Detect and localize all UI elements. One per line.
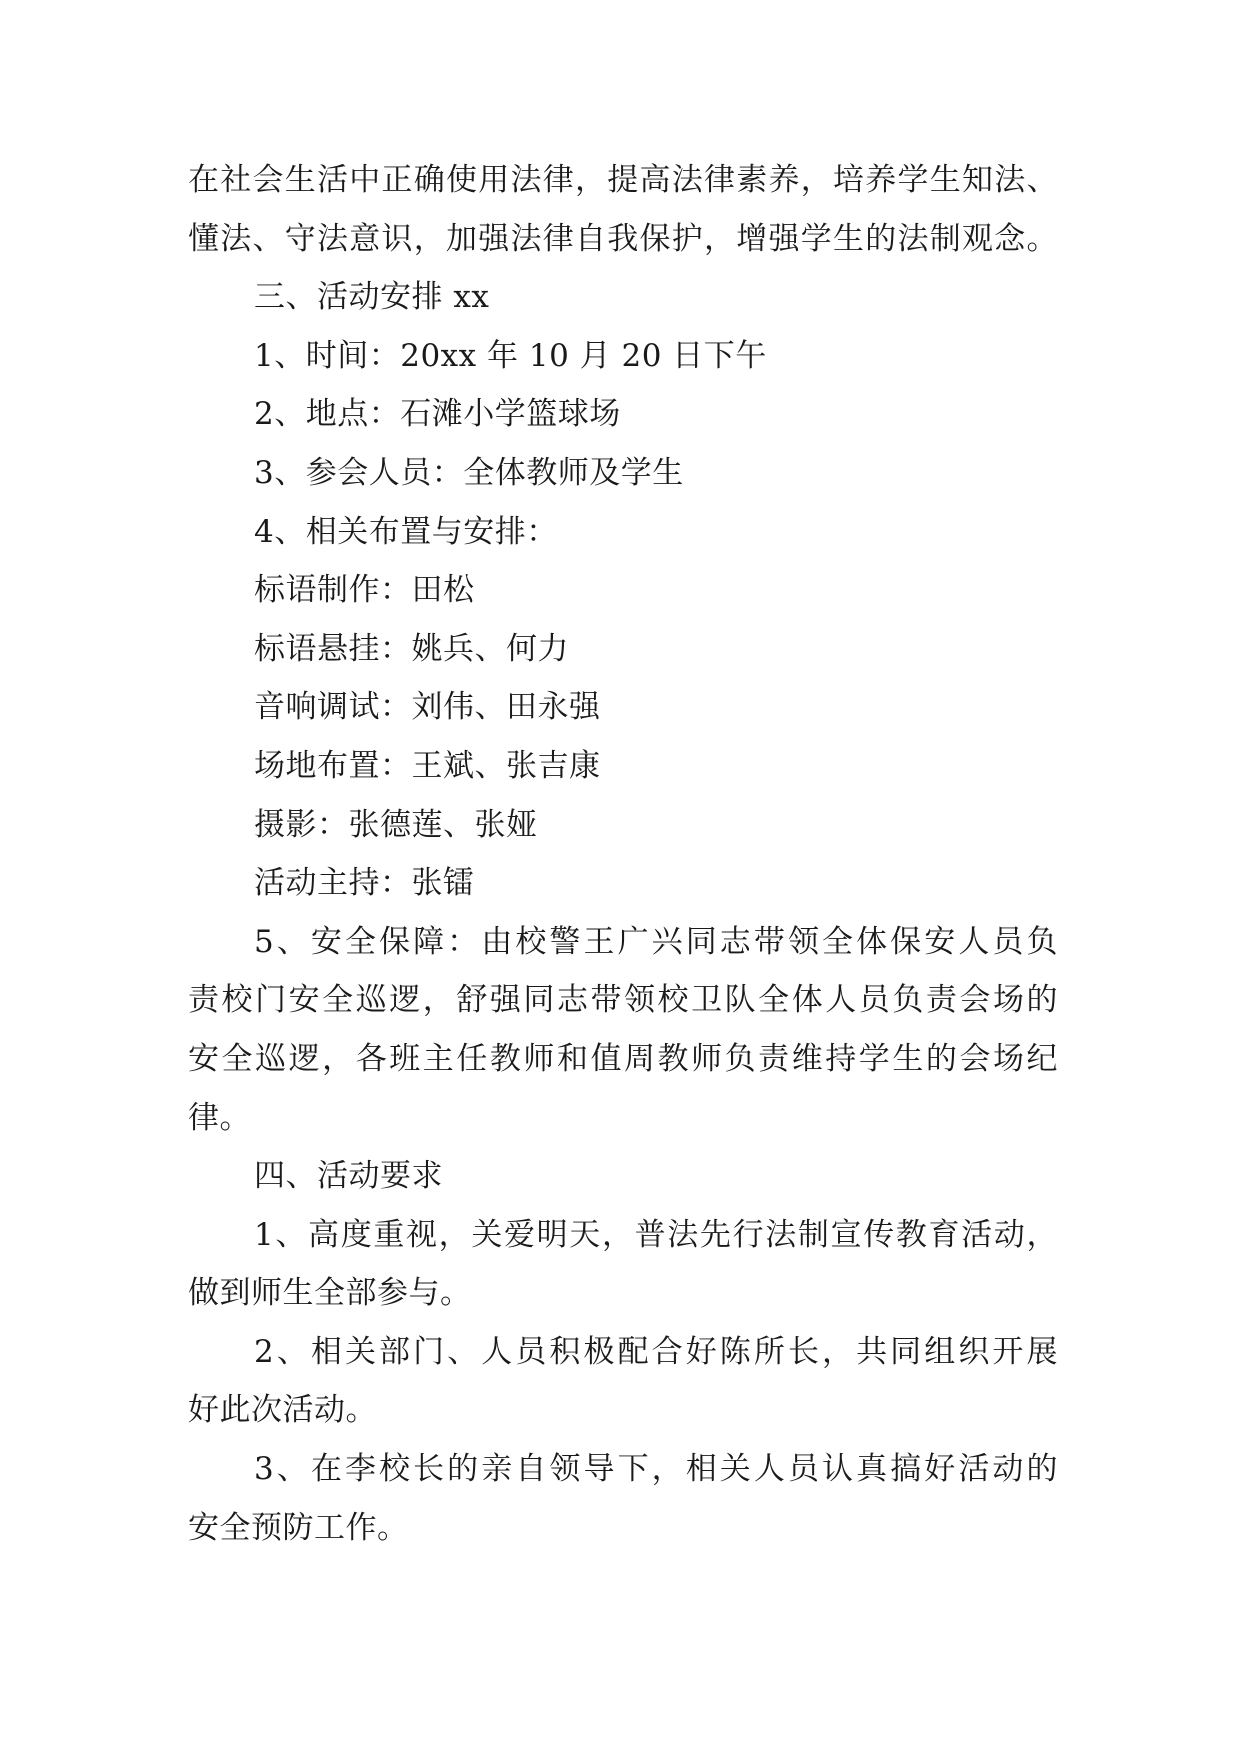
document-line: 三、活动安排 xx [254, 279, 490, 316]
document-line: 四、活动要求 [254, 1158, 443, 1195]
document-line: 摄影：张德莲、张娅 [254, 806, 538, 843]
document-line: 2、相关部门、人员积极配合好陈所长，共同组织开展 [254, 1333, 1058, 1370]
document-line: 好此次活动。 [188, 1392, 377, 1429]
document-line: 音响调试：刘伟、田永强 [254, 689, 601, 726]
document-line: 1、时间：20xx 年 10 月 20 日下午 [254, 337, 767, 374]
document-line: 2、地点：石滩小学篮球场 [254, 396, 621, 433]
document-line: 安全预防工作。 [188, 1509, 409, 1546]
document-line: 责校门安全巡逻，舒强同志带领校卫队全体人员负责会场的 [188, 982, 1058, 1019]
document-line: 标语悬挂：姚兵、何力 [254, 630, 569, 667]
document-line: 1、高度重视，关爱明天，普法先行法制宣传教育活动， [254, 1216, 1058, 1253]
document-line: 在社会生活中正确使用法律，提高法律素养，培养学生知法、 [188, 162, 1058, 198]
document-line: 做到师生全部参与。 [188, 1275, 472, 1312]
document-line: 4、相关布置与安排： [254, 513, 558, 550]
document-line: 律。 [188, 1099, 251, 1136]
document-body [188, 151, 1058, 1557]
document-line: 安全巡逻，各班主任教师和值周教师负责维持学生的会场纪 [188, 1040, 1058, 1077]
document-line: 5、安全保障：由校警王广兴同志带领全体保安人员负 [254, 923, 1058, 960]
document-line: 3、参会人员：全体教师及学生 [254, 454, 684, 491]
document-line: 懂法、守法意识，加强法律自我保护，增强学生的法制观念。 [188, 220, 1058, 257]
document-line: 3、在李校长的亲自领导下，相关人员认真搞好活动的 [254, 1451, 1058, 1488]
document-line: 活动主持：张镭 [254, 865, 475, 902]
document-line: 标语制作：田松 [254, 572, 475, 609]
document-line: 场地布置：王斌、张吉康 [254, 747, 601, 784]
